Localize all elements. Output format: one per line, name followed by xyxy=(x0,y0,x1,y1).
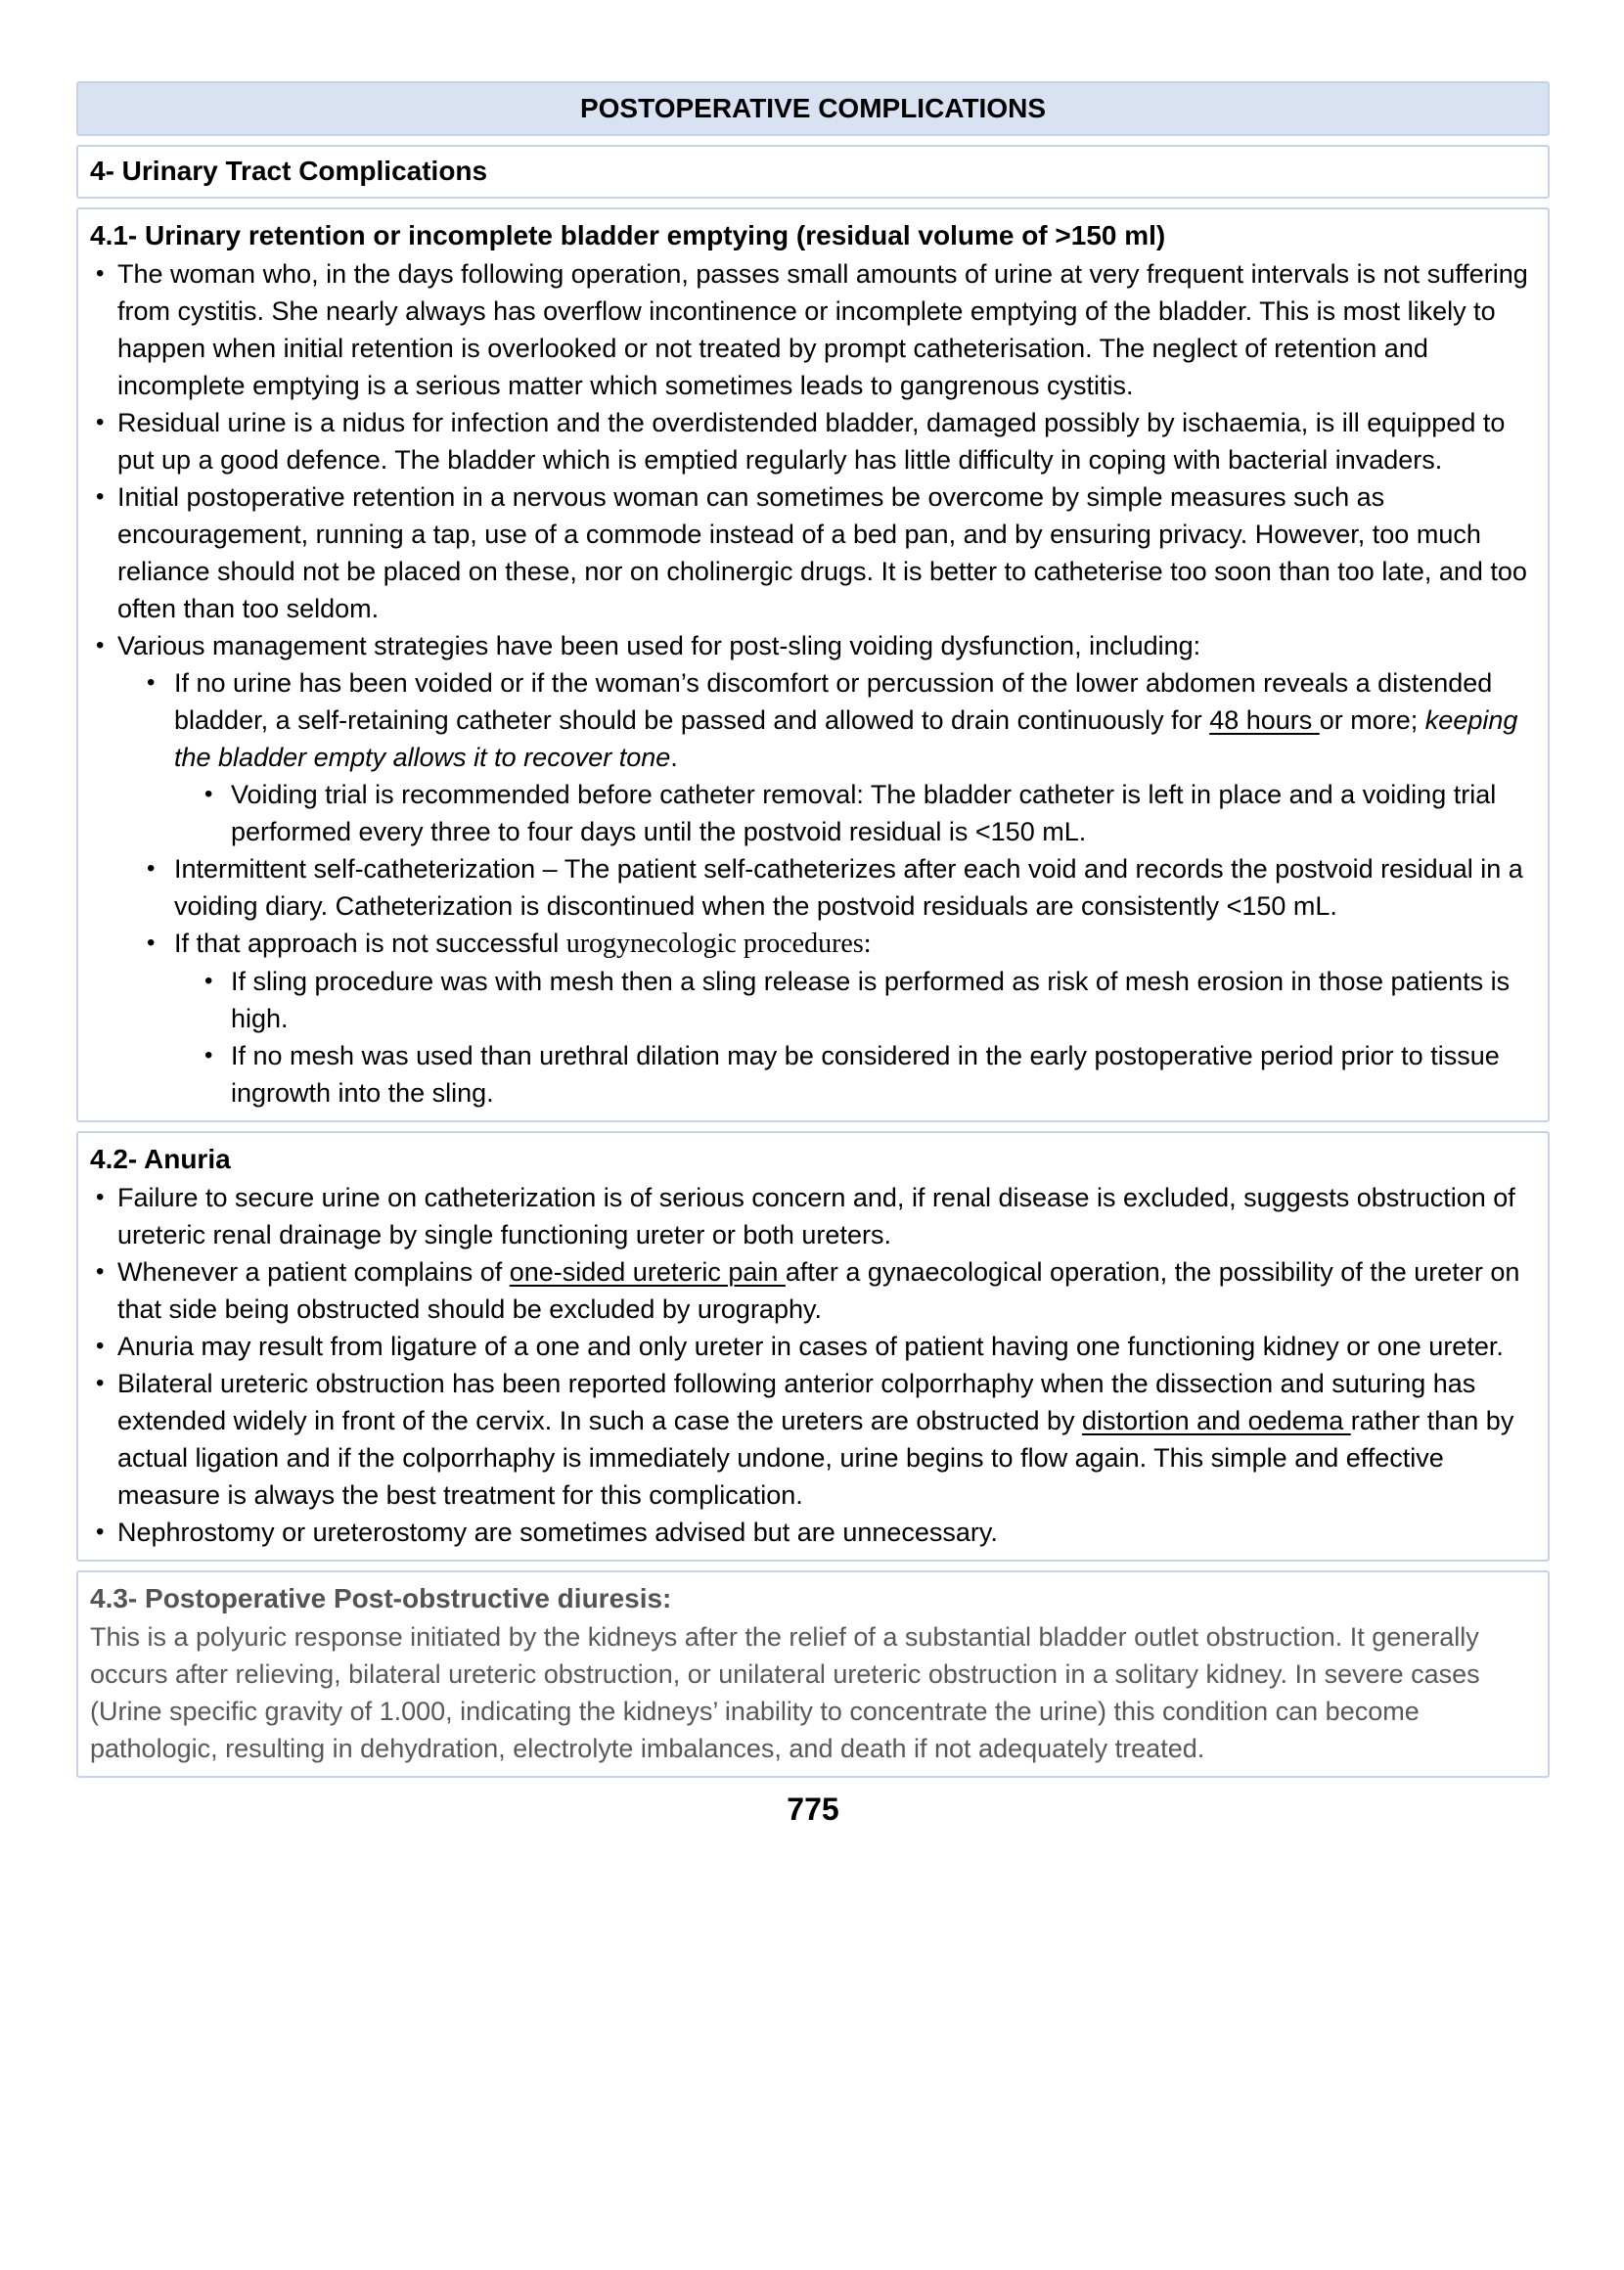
bullet-icon: • xyxy=(96,1370,105,1396)
bullet-icon: • xyxy=(96,1184,105,1210)
bullet-icon: • xyxy=(96,483,105,510)
sub-sub-bullet-item xyxy=(90,1037,1534,1112)
section-4-3-box xyxy=(76,1570,1550,1778)
bullet-icon: • xyxy=(204,781,213,807)
sub-bullet-item xyxy=(90,850,1534,925)
bullet-text xyxy=(174,668,1517,772)
bullet-item xyxy=(90,478,1534,627)
text-segment: Whenever a patient complains of xyxy=(117,1257,510,1287)
section-4-1-heading: 4.1- Urinary retention or incomplete bladder emptying (residual volume of >150 ml) xyxy=(90,220,1166,250)
bullet-icon: • xyxy=(96,260,105,287)
bullet-icon: • xyxy=(204,968,213,994)
bullet-text: Failure to secure urine on catheterization is of serious concern and, if renal disease is excluded, suggests obstruction of ureteric renal drainage by single functioning ureter or both ureters. xyxy=(117,1183,1515,1249)
bullet-text xyxy=(117,1257,1519,1324)
bullet-icon: • xyxy=(96,409,105,435)
section-4-2-list xyxy=(90,1179,1534,1551)
bullet-icon: • xyxy=(96,1258,105,1285)
underlined-text: one-sided ureteric pain xyxy=(509,1257,786,1287)
header-banner xyxy=(76,81,1550,136)
section-4-2-heading: 4.2- Anuria xyxy=(90,1144,231,1174)
page-number: 775 xyxy=(787,1792,839,1827)
bullet-item xyxy=(90,1179,1534,1253)
bullet-item xyxy=(90,404,1534,478)
bullet-item xyxy=(90,1253,1534,1328)
bullet-icon: • xyxy=(96,1519,105,1545)
bullet-text: Various management strategies have been used for post-sling voiding dysfunction, including: xyxy=(117,631,1201,660)
section-4-title-box xyxy=(76,145,1550,199)
underlined-text: 48 hours xyxy=(1209,705,1320,735)
bullet-text xyxy=(117,1369,1513,1510)
sub-bullet-item xyxy=(90,664,1534,776)
section-4-2-box xyxy=(76,1131,1550,1562)
bullet-text: The woman who, in the days following operation, passes small amounts of urine at very frequent intervals is not suffering from cystitis. She nearly always has overflow incontinence or incomplete emptying of the bladder. This is most likely to happen when initial retention is overlooked or not treated by prompt catheterisation. The neglect of retention and incomplete emptying is a serious matter which sometimes leads to gangrenous cystitis. xyxy=(117,259,1528,400)
text-segment: after a gynaecological operation, the possibility of the ureter on that side being obstructed should be excluded by urography. xyxy=(117,1257,1520,1324)
bullet-icon: • xyxy=(147,855,156,882)
bullet-item xyxy=(90,255,1534,404)
text-segment: Bilateral ureteric obstruction has been reported following anterior colporrhaphy when the dissection and suturing has extended widely in front of the cervix. In such a case the ureters are obstructed by xyxy=(117,1369,1476,1435)
bullet-text: Nephrostomy or ureterostomy are sometimes advised but are unnecessary. xyxy=(117,1518,998,1547)
bullet-text: Residual urine is a nidus for infection and the overdistended bladder, damaged possibly by ischaemia, is ill equipped to put up a good defence. The bladder which is emptied regularly has little difficulty in coping with bacterial invaders. xyxy=(117,408,1506,475)
section-4-3-paragraph: This is a polyuric response initiated by the kidneys after the relief of a substantial bladder outlet obstruction. It generally occurs after relieving, bilateral ureteric obstruction, or unilateral ureteric obstruction in a solitary kidney. In severe cases (Urine specific gravity of 1.000, indicating the kidneys’ inability to concentrate the urine) this condition can become pathologic, resulting in dehydration, electrolyte imbalances, and death if not adequately treated. xyxy=(90,1622,1480,1763)
bullet-item xyxy=(90,1365,1534,1514)
bullet-item xyxy=(90,627,1534,664)
section-4-3-heading: 4.3- Postoperative Post-obstructive diuresis: xyxy=(90,1583,672,1613)
sub-bullet-item xyxy=(90,925,1534,963)
sub-sub-bullet-item xyxy=(90,776,1534,850)
bullet-icon: • xyxy=(147,669,156,696)
underlined-text: distortion and oedema xyxy=(1082,1406,1351,1435)
bullet-text: Initial postoperative retention in a nervous woman can sometimes be overcome by simple measures such as encouragement, running a tap, use of a commode instead of a bed pan, and by ensuring privacy. However, too much reliance should not be placed on these, nor on cholinergic drugs. It is better to catheterise too soon than too late, and too often than too seldom. xyxy=(117,482,1527,623)
bullet-item xyxy=(90,1328,1534,1365)
text-segment: or more; xyxy=(1319,705,1425,735)
sub-sub-bullet-item xyxy=(90,963,1534,1037)
bullet-text: Voiding trial is recommended before catheter removal: The bladder catheter is left in place and a voiding trial performed every three to four days until the postvoid residual is <150 mL. xyxy=(231,780,1497,846)
bullet-icon: • xyxy=(96,1333,105,1359)
serif-text: urogynecologic procedures: xyxy=(565,929,872,959)
text-segment: rather than by actual ligation and if the colporrhaphy is immediately undone, urine begins to flow again. This simple and effective measure is always the best treatment for this complication. xyxy=(117,1406,1514,1510)
section-4-title: 4- Urinary Tract Complications xyxy=(90,156,488,186)
section-4-1-box xyxy=(76,207,1550,1122)
section-4-1-list xyxy=(90,255,1534,1112)
text-segment: If that approach is not successful xyxy=(174,929,566,958)
bullet-icon: • xyxy=(204,1042,213,1068)
italic-text: keeping the bladder empty allows it to recover tone xyxy=(174,705,1518,772)
bullet-icon: • xyxy=(96,632,105,658)
bullet-text: If sling procedure was with mesh then a sling release is performed as risk of mesh erosion in those patients is high. xyxy=(231,967,1511,1033)
page-content xyxy=(76,81,1550,1828)
text-segment: If no urine has been voided or if the woman’s discomfort or percussion of the lower abdomen reveals a distended bladder, a self-retaining catheter should be passed and allowed to drain continuously for xyxy=(174,668,1493,735)
bullet-icon: • xyxy=(147,930,156,956)
bullet-text xyxy=(174,929,872,958)
bullet-text: Intermittent self-catheterization – The patient self-catheterizes after each void and records the postvoid residual in a voiding diary. Catheterization is discontinued when the postvoid residuals are consistently <150 mL. xyxy=(174,854,1523,921)
bullet-text: Anuria may result from ligature of a one and only ureter in cases of patient having one functioning kidney or one ureter. xyxy=(117,1332,1504,1361)
text-segment: . xyxy=(670,743,678,772)
bullet-item xyxy=(90,1514,1534,1551)
page-title: POSTOPERATIVE COMPLICATIONS xyxy=(579,93,1047,123)
bullet-text: If no mesh was used than urethral dilation may be considered in the early postoperative period prior to tissue ingrowth into the sling. xyxy=(231,1041,1500,1108)
